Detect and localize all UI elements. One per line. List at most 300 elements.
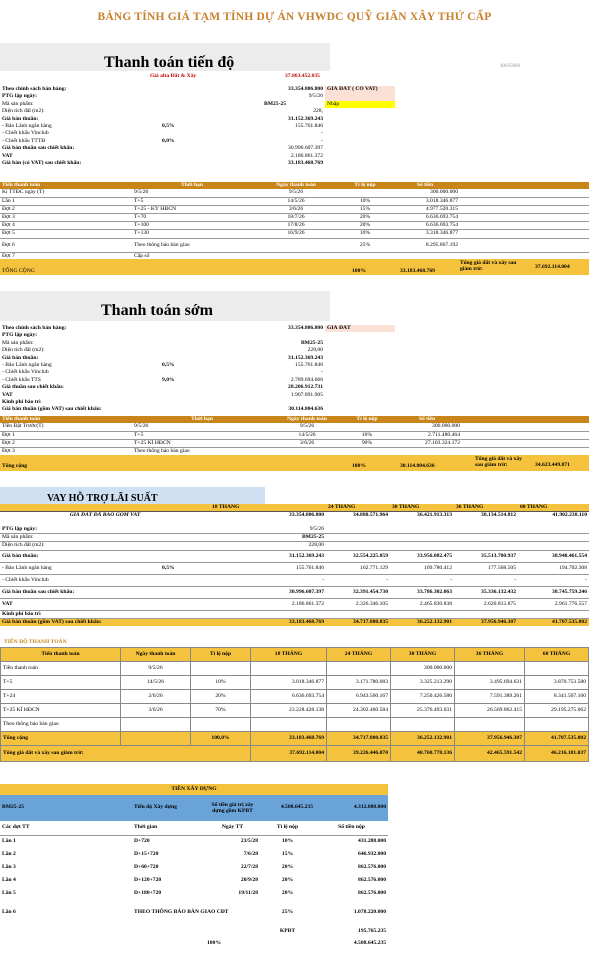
- cell: D+60+720: [134, 863, 159, 870]
- section4-construction: [0, 784, 388, 950]
- cell: 20%: [281, 889, 294, 896]
- section4-heading: TIỀN XÂY DỰNG: [171, 785, 217, 792]
- cell: Đợt 5: [0, 230, 132, 238]
- cell: 14/5/26: [121, 676, 191, 690]
- pct: 9,0%: [162, 376, 175, 383]
- table-row: [0, 835, 388, 848]
- cell: Lần 2: [2, 850, 16, 857]
- sum-label: TỔNG CỘNG: [2, 268, 35, 274]
- cell: Tiến độ Xây dựng: [134, 804, 177, 811]
- cell: 9/5/26: [132, 423, 272, 431]
- cell: Lần 6: [2, 909, 16, 916]
- input-tag[interactable]: Nhập: [325, 101, 395, 108]
- sum-pct: 100%: [352, 463, 366, 469]
- value: 228,00: [307, 347, 323, 354]
- cell: 18/7/26: [252, 214, 340, 222]
- cell: Giá bán thuần sau chiết khấu:: [0, 586, 160, 598]
- table-row: [0, 423, 589, 431]
- cell: [340, 189, 390, 197]
- cell: 6.636.693.754: [390, 222, 460, 230]
- cell: T+5: [132, 431, 272, 439]
- section3-schedule: [0, 647, 589, 762]
- cell: 35.336.132.432: [454, 586, 518, 598]
- value: 1.907.891.905: [290, 391, 323, 398]
- label: GIÁ ĐẤT ĐÃ BAO GỒM VAT: [69, 512, 141, 519]
- cell: [191, 718, 251, 732]
- value: 155.761.846: [295, 362, 323, 369]
- cell: 6.636.693.754: [251, 690, 327, 704]
- cell: 3.325.213.290: [391, 676, 455, 690]
- cell: 10%: [340, 197, 390, 205]
- cell: T+5: [132, 197, 252, 205]
- cell: Đợt 6: [0, 238, 132, 252]
- cell: Đợt 1: [0, 431, 132, 439]
- cell: 4.508.645.235: [353, 940, 386, 947]
- progress-subheading: TIẾN ĐỘ THANH TOÁN: [4, 639, 67, 645]
- total-price-label: Giá alta Đất & Xây: [150, 73, 197, 79]
- land-total-value: 37.692.114.004: [535, 264, 570, 270]
- cell: Mã sản phẩm:: [0, 534, 160, 542]
- cell: 20%: [191, 690, 251, 704]
- label: - Chiết khấu Vinclub: [2, 130, 49, 137]
- cell: [252, 238, 340, 252]
- value: 228,: [313, 108, 323, 115]
- cell: 162.771.129: [326, 562, 390, 574]
- cell: 31.152.369.243: [210, 550, 326, 562]
- cell: T+100: [132, 222, 252, 230]
- cell: 32.391.454.730: [326, 586, 390, 598]
- cell: [251, 718, 327, 732]
- cell: Lần 1: [2, 838, 16, 845]
- cell: 300.000.000: [392, 423, 462, 431]
- cell: 37.956.946.307: [454, 618, 518, 626]
- col-header: Số tiền: [390, 182, 460, 189]
- label: - Chiết khấu Vinclub: [2, 369, 49, 376]
- cell: 20%: [340, 222, 390, 230]
- value: 33.183.468.769: [288, 160, 323, 166]
- cell: 2.961.776.557: [518, 598, 589, 610]
- cell: THEO THÔNG BÁO BÀN GIAO CĐT: [134, 909, 229, 916]
- cell: [342, 423, 392, 431]
- cell: 177.568.505: [454, 562, 518, 574]
- label: - Bảo Lãnh ngân hàng: [2, 123, 52, 130]
- cell: 25%: [281, 909, 294, 916]
- cell: 6.943.560.167: [327, 690, 391, 704]
- cell: T+25 KÍ HĐCN: [1, 704, 121, 718]
- cell: VAT: [0, 598, 160, 610]
- month-header: 30 THÁNG: [392, 504, 420, 510]
- cell: 9/5/26: [121, 662, 191, 676]
- cell: T+24: [1, 690, 121, 704]
- cell: 862.576.000: [358, 876, 386, 883]
- cell: 646.932.000: [358, 850, 386, 857]
- label: - Chiết khấu TTS: [2, 376, 41, 383]
- cell: Đợt 7: [0, 252, 132, 260]
- cell: 4.977.520.315: [390, 205, 460, 213]
- cell: 10%: [342, 431, 392, 439]
- col-header: Số tiền: [392, 416, 462, 423]
- sum-value: 33.183.468.769: [400, 268, 435, 274]
- tag: GIÁ ĐẤT: [325, 325, 395, 332]
- cell: Số tiền giá trị xây dựng gồm KPBT: [211, 802, 254, 814]
- cell: Lần 3: [2, 863, 16, 870]
- cell: Kí TTĐC ngày (T): [0, 189, 132, 197]
- cell: 41.902.238.110: [552, 512, 587, 519]
- cell: 169.780.412: [390, 562, 454, 574]
- cell: D+720: [134, 838, 150, 845]
- cell: 70%: [191, 704, 251, 718]
- cell: 17/8/26: [252, 222, 340, 230]
- table-row: [1, 676, 589, 690]
- sum-label: Tổng cộng: [2, 463, 28, 469]
- cell: D+180+720: [134, 889, 162, 896]
- table-row: [1, 690, 589, 704]
- cell: 0,5%: [160, 562, 210, 574]
- cell: 30 THÁNG: [391, 648, 455, 662]
- cell: 862.576.000: [358, 863, 386, 870]
- table-row: [0, 205, 589, 213]
- cell: [251, 662, 327, 676]
- total-price-value: 37.863.452.035: [285, 73, 320, 79]
- cell: 20%: [340, 214, 390, 222]
- value: 33.354.806.800: [288, 86, 323, 93]
- cell: BM25-25: [210, 534, 326, 542]
- value: 2.186.861.372: [290, 152, 323, 159]
- cell: 35.513.700.937: [454, 550, 518, 562]
- sum-pct: 100%: [352, 268, 366, 274]
- cell: 25.376.493.031: [391, 704, 455, 718]
- cell: 3.018.346.877: [390, 197, 460, 205]
- cell: Tiến thanh toán: [1, 648, 121, 662]
- label: Mã sản phẩm:: [2, 339, 34, 346]
- cell: 14/5/26: [252, 197, 340, 205]
- cell: 7.591.389.261: [455, 690, 525, 704]
- cell: [191, 662, 251, 676]
- cell: 33.956.082.475: [390, 550, 454, 562]
- label: Giá bán thuần (gồm VAT) sau chiết khấu:: [2, 406, 102, 413]
- value: 31.152.369.243: [288, 354, 323, 361]
- cell: 34.717.800.835: [326, 618, 390, 626]
- cell: Tỉ lệ nộp: [191, 648, 251, 662]
- cell: 2.465.830.838: [390, 598, 454, 610]
- cell: 15%: [281, 850, 294, 857]
- cell: T+70: [132, 214, 252, 222]
- table-row: [0, 238, 589, 252]
- label: PTG lập ngày:: [2, 332, 38, 339]
- table-row: [1, 704, 589, 718]
- cell: 3.018.346.877: [251, 676, 327, 690]
- col-header: Tiến thanh toán: [0, 416, 132, 423]
- table-row: [0, 197, 589, 205]
- section2-heading: Thanh toán sớm: [101, 302, 214, 319]
- cell: Ngày thanh toán: [121, 648, 191, 662]
- cell: 2.711.480.464: [392, 431, 462, 439]
- table-row: [0, 848, 388, 861]
- cell: 195.765.235: [358, 928, 386, 935]
- cell: 26.569.862.415: [455, 704, 525, 718]
- cell: 36.252.132.901: [390, 618, 454, 626]
- cell: 37.956.946.307: [455, 732, 525, 746]
- cell: 100%: [207, 940, 221, 947]
- value: BM25-25: [300, 339, 323, 346]
- cell: 2.186.861.372: [210, 598, 326, 610]
- label: VAT: [2, 152, 13, 159]
- cell: 20/9/28: [240, 876, 258, 883]
- cell: Diện tích đất (m2):: [0, 542, 160, 550]
- section3-heading: VAY HỖ TRỢ LÃI SUẤT: [47, 493, 158, 504]
- cell: Các đợt TT: [0, 821, 132, 835]
- cell: Theo thông báo bàn giao: [132, 448, 272, 456]
- cell: Theo thông báo bàn giao: [132, 238, 252, 252]
- cell: 300.000.000: [391, 662, 455, 676]
- cell: Đợt 2: [0, 205, 132, 213]
- cell: 6.636.693.754: [390, 214, 460, 222]
- month-header: 24 THÁNG: [328, 504, 356, 510]
- cell: 862.576.000: [358, 889, 386, 896]
- cell: 3.318.346.877: [390, 230, 460, 238]
- cell: KPBT: [279, 928, 296, 935]
- table-row: [1, 662, 589, 676]
- cell: [327, 718, 391, 732]
- cell: 300.000.000: [390, 189, 460, 197]
- cell: Đợt 4: [0, 222, 132, 230]
- cell: Đợt 3: [0, 448, 132, 456]
- cell: 4.312.880.000: [353, 804, 386, 811]
- cell: [391, 718, 455, 732]
- value: 30.996.607.397: [288, 145, 323, 152]
- cell: -: [210, 574, 326, 586]
- value: 2.789.694.666: [290, 376, 323, 383]
- cell: Lần 4: [2, 876, 16, 883]
- cell: 8.341.507.160: [525, 690, 589, 704]
- cell: 23.228.428.138: [251, 704, 327, 718]
- value: -: [321, 369, 323, 376]
- table-row: [0, 222, 589, 230]
- cell: 19/11/28: [238, 889, 258, 896]
- cell: Tổng cộng: [1, 732, 121, 746]
- cell: - Chiết khấu Vinclub: [0, 574, 160, 586]
- cell: 90%: [342, 439, 392, 447]
- cell: T+5: [1, 676, 121, 690]
- table-row: [0, 874, 388, 887]
- section2-summary: [0, 325, 589, 414]
- cell: 15%: [340, 205, 390, 213]
- land-total-label: Tổng giá đất và xây sau giảm trừ:: [475, 456, 522, 468]
- table-row: [0, 214, 589, 222]
- cell: 23/5/28: [240, 838, 258, 845]
- cell: 4.508.645.235: [280, 804, 313, 811]
- document-title: BẢNG TÍNH GIÁ TẠM TÍNH DỰ ÁN VHWDC QUỸ GIÃN XÂY THỨ CẤP: [97, 11, 492, 23]
- cell: 10%: [191, 676, 251, 690]
- cell: Giá bán thuần (gồm VAT) sau chiết khấu:: [0, 618, 160, 626]
- cell: 34.880.571.964: [353, 512, 388, 519]
- cell: 30.996.607.397: [210, 586, 326, 598]
- table-row: [1, 718, 589, 732]
- cell: -: [518, 574, 589, 586]
- cell: 22/7/28: [240, 863, 258, 870]
- cell: 431.288.000: [358, 838, 386, 845]
- cell: Tổng giá đất và xây sau giảm trừ:: [1, 746, 251, 762]
- cell: 38.134.514.812: [481, 512, 516, 519]
- table-row: [0, 431, 589, 439]
- table-row: [0, 230, 589, 238]
- cell: [327, 662, 391, 676]
- cell: 27.103.324.172: [392, 439, 462, 447]
- cell: 9/5/26: [132, 189, 252, 197]
- cell: [455, 662, 525, 676]
- cell: 155.761.846: [210, 562, 326, 574]
- cell: 24.302.460.584: [327, 704, 391, 718]
- land-total-value: 34.623.449.871: [535, 462, 570, 468]
- cell: Đợt 2: [0, 439, 132, 447]
- label: Giá bán thuần:: [2, 115, 39, 122]
- cell: Ngày TT: [205, 821, 260, 835]
- pct: 0,5%: [162, 123, 175, 130]
- cell: T+130: [132, 230, 252, 238]
- section3-details: [0, 526, 589, 626]
- cell: 18 THÁNG: [251, 648, 327, 662]
- value: 31.152.369.243: [288, 115, 323, 122]
- cell: 25%: [340, 238, 390, 252]
- cell: T+25 KÍ HĐCN: [132, 439, 272, 447]
- table-row: [0, 887, 388, 900]
- cell: 194.702.308: [518, 562, 589, 574]
- cell: 29.195.275.062: [525, 704, 589, 718]
- cell: 9/5/26: [210, 526, 326, 534]
- cell: 34.717.800.835: [327, 732, 391, 746]
- cell: PTG lập ngày:: [0, 526, 160, 534]
- cell: 20%: [281, 863, 294, 870]
- label: VAT: [2, 391, 13, 398]
- label: Kinh phí bảo trì: [2, 399, 41, 405]
- cell: 38.940.461.554: [518, 550, 589, 562]
- value: 33.354.806.800: [288, 325, 323, 332]
- cell: 36 THÁNG: [455, 648, 525, 662]
- cell: Tiền Đặt Trước(T): [0, 423, 132, 431]
- col-header: Thời hạn: [132, 416, 272, 423]
- cell: 2/6/26: [121, 690, 191, 704]
- cell: 10%: [281, 838, 294, 845]
- label: Giá bán (có VAT) sau chiết khấu:: [2, 160, 82, 166]
- cell: 36.252.132.901: [391, 732, 455, 746]
- section1-schedule: [0, 182, 589, 261]
- cell: 24 THÁNG: [327, 648, 391, 662]
- cell: 3/6/26: [252, 205, 340, 213]
- cell: 42.465.591.542: [455, 746, 525, 762]
- cell: -: [390, 574, 454, 586]
- cell: [525, 718, 589, 732]
- cell: Tỉ lệ nộp: [260, 821, 315, 835]
- section3-summary: [0, 504, 589, 519]
- cell: 3.171.780.083: [327, 676, 391, 690]
- section1-summary: [0, 86, 589, 167]
- cell: 100,0%: [191, 732, 251, 746]
- cell: 9/5/26: [272, 423, 342, 431]
- cell: 3/6/26: [121, 704, 191, 718]
- table-row: [0, 900, 388, 926]
- section2-schedule: [0, 416, 589, 456]
- sum-value: 30.114.804.636: [400, 463, 435, 469]
- value: -: [321, 130, 323, 137]
- label: Diện tích đất (m2):: [2, 347, 45, 354]
- cell: 41.707.535.802: [518, 618, 589, 626]
- cell: Số tiền nộp: [315, 821, 388, 835]
- tag: GIÁ ĐẤT ( CÓ VAT): [325, 86, 395, 93]
- cell: 40.760.778.136: [391, 746, 455, 762]
- cell: Theo thông báo bàn giao: [1, 718, 121, 732]
- cell: 60 THÁNG: [525, 648, 589, 662]
- cell: Kinh phí bảo trì: [0, 610, 160, 618]
- col-header: Ngày thanh toán: [272, 416, 342, 423]
- cell: [121, 718, 191, 732]
- cell: D+15+720: [134, 850, 159, 857]
- cell: 3/6/26: [272, 439, 342, 447]
- cell: 38.745.759.246: [518, 586, 589, 598]
- cell: 7.250.426.580: [391, 690, 455, 704]
- document-code: 40035060: [500, 64, 520, 69]
- col-header: Ngày thanh toán: [252, 182, 340, 189]
- value: 30.114.804.636: [288, 406, 323, 413]
- table-row: [0, 861, 388, 874]
- cell: 33.786.302.063: [390, 586, 454, 598]
- month-header: 60 THÁNG: [520, 504, 548, 510]
- land-total-label: Tổng giá đất và xây sau giảm trừ:: [460, 260, 517, 272]
- cell: 9/5/26: [252, 189, 340, 197]
- cell: Cấp số: [132, 252, 252, 260]
- cell: 10%: [340, 230, 390, 238]
- section1-heading: Thanh toán tiến độ: [104, 54, 235, 71]
- cell: Lần 5: [2, 889, 16, 896]
- cell: 41.707.535.802: [525, 732, 589, 746]
- cell: BM25-25: [2, 804, 25, 811]
- label: PTG lập ngày:: [2, 93, 38, 100]
- cell: Giá bán thuần:: [0, 550, 160, 562]
- cell: 14/5/26: [272, 431, 342, 439]
- cell: 2.620.813.875: [454, 598, 518, 610]
- cell: [525, 662, 589, 676]
- cell: Đợt 3: [0, 214, 132, 222]
- cell: D+120+720: [134, 876, 162, 883]
- product-code: BM25-25: [263, 100, 287, 107]
- label: - Bảo Lãnh ngân hàng: [2, 362, 52, 369]
- label: Giá thuần sau chiết khấu:: [2, 384, 64, 391]
- cell: 37.692.114.004: [251, 746, 327, 762]
- label: Theo chính sách bán hàng:: [2, 86, 67, 93]
- label: Giá bán thuần sau chiết khấu:: [2, 145, 75, 152]
- cell: 39.226.446.070: [327, 746, 391, 762]
- cell: 46.216.181.037: [525, 746, 589, 762]
- cell: 1.078.220.000: [353, 909, 386, 916]
- pct: 0,0%: [162, 137, 175, 144]
- cell: [455, 718, 525, 732]
- value: -: [321, 137, 323, 144]
- col-header: Thời hạn: [132, 182, 252, 189]
- cell: -: [454, 574, 518, 586]
- cell: Lần 1: [0, 197, 132, 205]
- table-row: [0, 189, 589, 197]
- cell: -: [326, 574, 390, 586]
- value: 155.761.846: [295, 123, 323, 130]
- col-header: Tỉ lệ nộp: [342, 416, 392, 423]
- cell: 3.495.694.631: [455, 676, 525, 690]
- cell: 3.870.753.580: [525, 676, 589, 690]
- month-header: 18 THÁNG: [212, 504, 240, 510]
- cell: 16/9/26: [252, 230, 340, 238]
- cell: 33.354.806.800: [289, 512, 324, 519]
- col-header: Tiến thanh toán: [0, 182, 132, 189]
- table-row: [0, 439, 589, 447]
- cell: 36.421.913.313: [417, 512, 452, 519]
